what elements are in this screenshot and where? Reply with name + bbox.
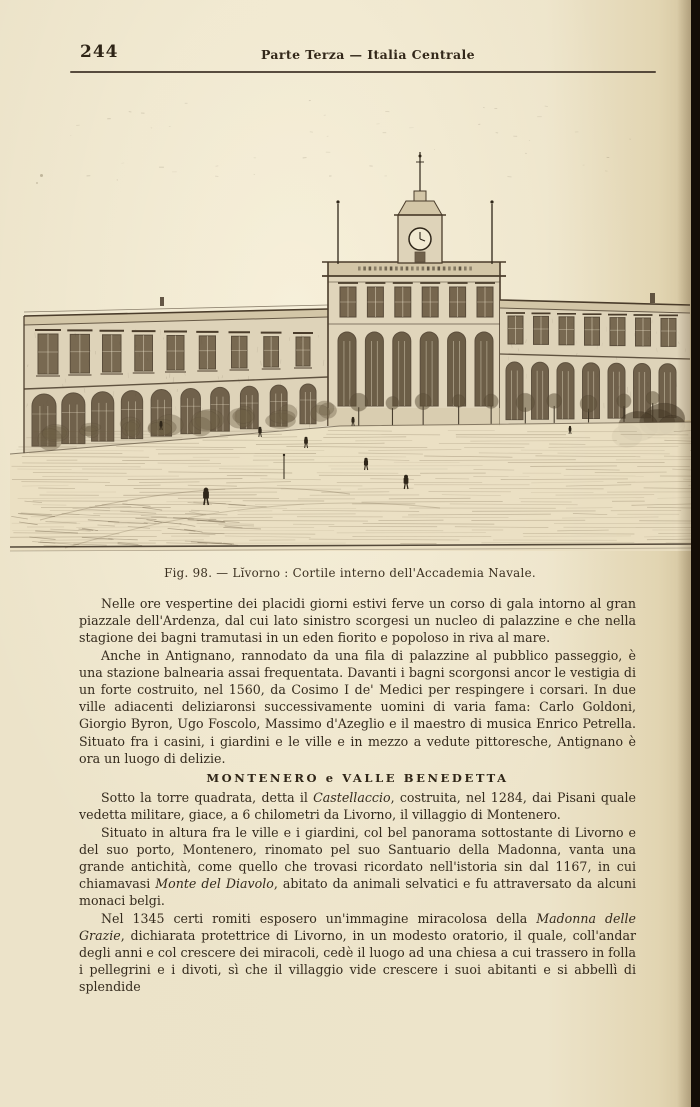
paper-stain <box>36 182 38 184</box>
text-run: , abitato da animali selvatici e fu attraversato da alcuni monaci belgi. <box>79 876 636 909</box>
italic-term: Castellaccio <box>313 790 391 806</box>
italic-term: Monte del Diavolo <box>155 876 274 892</box>
italic-term: Madonna delle Grazie <box>79 910 636 943</box>
figure-caption: Fig. 98. — Lĭvorno : Cortile interno dell'Accademia Navale. <box>164 566 536 580</box>
text-run: Sotto la torre quadrata, detta il <box>101 790 314 806</box>
engraving-illustration <box>10 96 692 558</box>
paragraph <box>79 824 636 910</box>
header-rule <box>70 71 656 73</box>
paragraph <box>79 647 636 767</box>
figure-engraving <box>10 96 692 558</box>
text-run: Nel 1345 certi romiti esposero un'immagine miracolosa della <box>101 910 537 926</box>
text-run: Nelle ore vespertine dei placidi giorni estivi ferve un corso di gala intorno al gran piazzale dell'Ardenza, dal cui lato sinistro scorgesi un nucleo di palazzine e che nella stagione dei bagni tramutasi in un eden fiorito e popoloso in riva al mare. <box>79 596 636 646</box>
book-edge <box>691 0 700 1107</box>
paper-stain <box>40 174 43 177</box>
paragraph <box>79 910 636 996</box>
section-heading: MONTENERO e VALLE BENEDETTA <box>206 771 509 786</box>
paragraph <box>79 789 636 823</box>
sky <box>70 100 631 180</box>
clock-tower <box>394 152 446 263</box>
text-run: Situato in altura fra le ville e i giardini, col bel panorama sottostante di Livorno e del suo porto, Montenero, rinomato pel suo Santuario della Madonna, vanta una grande antichità, come quello che trovasi ricordato nell'istoria sin dal 1167, in cui chiamavasi <box>79 824 636 892</box>
text-run: Anche in Antignano, rannodato da una fila di palazzine al pubblico passeggio, è una stazione balnearia assai frequentata. Davanti i bagni scorgonsi ancor le vestigia di un forte costruito, nel 1560, da Cosimo I de' Medici per respingere i corsari. In due ville adiacenti deliziaronsi successivamente uomini di varia fama: Carlo Goldoni, Giorgio Byron, Ugo Foscolo, Massimo d'Azeglio e il maestro di musica Enrico Petrella. Situato fra i casini, i giardini e le ville e in mezzo a vedute pittoresche, Antignano è ora un luogo di delizie. <box>79 647 636 766</box>
text-run: , costruita, nel 1284, dai Pisani quale vedetta militare, giace, a 6 chilometri da Livorno, il villaggio di Montenero. <box>79 790 636 823</box>
paragraph <box>79 595 636 647</box>
page-edge-shadow <box>677 0 691 1107</box>
text-run: , dichiarata protettrice di Livorno, in un modesto oratorio, il quale, coll'andar degli anni e col crescere dei miracoli, cedè il luogo ad una chiesa a cui trassero in folla i pellegrini e i divoti, sì che il villaggio vide crescere i suoi abitanti e si abbellì di splendide <box>79 927 636 995</box>
body-text <box>79 595 636 996</box>
page-number: 244 <box>80 42 119 62</box>
running-title: Parte Terza — Italia Centrale <box>260 47 476 62</box>
